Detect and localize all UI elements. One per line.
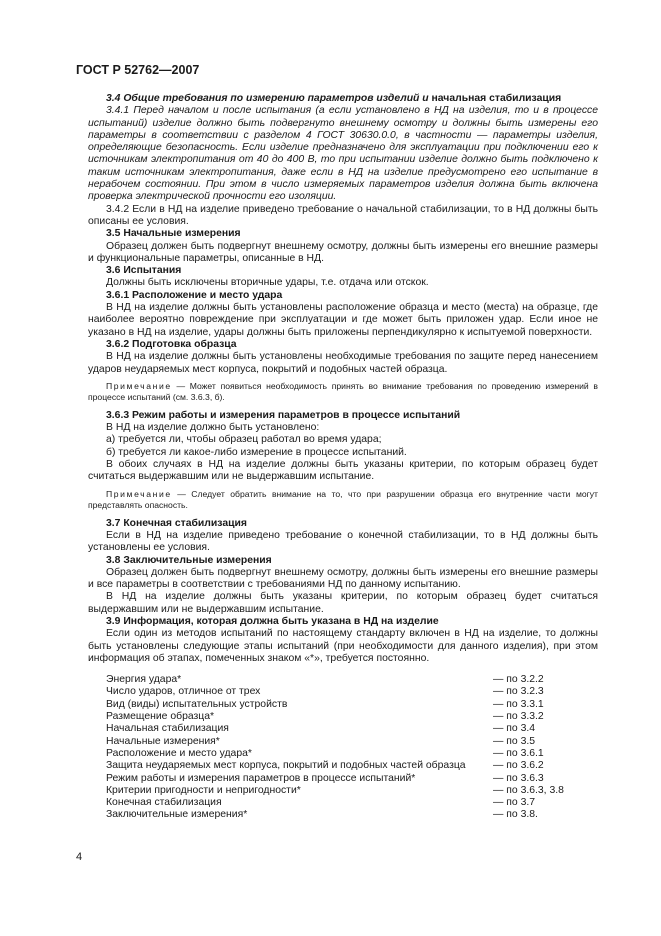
list-item	[106, 748, 598, 760]
stage-ref: — по 3.3.2	[493, 711, 544, 723]
stage-ref: — по 3.2.3	[493, 686, 544, 698]
document-header: ГОСТ Р 52762—2007	[76, 63, 200, 77]
list-item	[106, 686, 598, 698]
stage-label: Начальная стабилизация	[106, 723, 229, 735]
section-3-6-2-title: 3.6.2 Подготовка образца	[106, 338, 237, 350]
section-3-6-3-title: 3.6.3 Режим работы и измерения параметров в процессе испытаний	[106, 409, 461, 421]
stage-label: Расположение и место удара*	[106, 747, 252, 759]
list-item	[106, 711, 598, 723]
paragraph-3-6-3-criteria: В обоих случаях в НД на изделие должны быть указаны критерии, по которым образец будет считаться выдержавшим или не выдержавшим испытание.	[88, 459, 598, 483]
page-number: 4	[76, 851, 83, 863]
paragraph-3-6-1: В НД на изделие должны быть установлены расположение образца и место (места) на образце, где наиболее вероятно повреждение при эксплуатации и где может быть приложен удар. Если иное не указано в НД на изделие, удары должны быть приложены перпендикулярно к испытуемой поверхности.	[88, 302, 598, 338]
stage-ref: — по 3.7	[493, 797, 536, 809]
stage-ref: — по 3.3.1	[493, 698, 544, 710]
stage-label: Конечная стабилизация	[106, 797, 222, 809]
test-stages-list	[88, 674, 598, 822]
stage-ref: — по 3.6.2	[493, 760, 544, 772]
stage-label: Начальные измерения*	[106, 735, 220, 747]
section-3-4-title	[88, 93, 598, 105]
list-item-b: б) требуется ли какое-либо измерение в процессе испытаний.	[106, 446, 407, 458]
section-3-4-title-italic: 3.4 Общие требования по измерению параметров изделий и	[106, 93, 429, 104]
section-3-6-title: 3.6 Испытания	[106, 265, 182, 277]
stage-label: Защита неударяемых мест корпуса, покрытий и подобных частей образца	[106, 760, 466, 772]
paragraph-3-7: Если в НД на изделие приведено требование о конечной стабилизации, то в НД должны быть установлены ее условия.	[88, 529, 598, 554]
document-body	[88, 93, 598, 822]
stage-ref: — по 3.4	[493, 723, 536, 735]
stage-label: Критерии пригодности и непригодности*	[106, 784, 301, 796]
paragraph-3-9: Если один из методов испытаний по настоящему стандарту включен в НД на изделие, то должны быть установлены следующие этапы испытаний (при необходимости для данного изделия), при этом информация об этапах, помеченных знаком «*», требуется постоянно.	[88, 628, 598, 664]
paragraph-3-8-2: В НД на изделие должны быть указаны критерии, по которым образец будет считаться выдержавшим или не выдержавшим испытание.	[88, 591, 598, 615]
note-3-6-3	[88, 489, 598, 512]
list-item-a: а) требуется ли, чтобы образец работал во время удара;	[106, 434, 382, 446]
section-3-9-title: 3.9 Информация, которая должна быть указана в НД на изделие	[106, 615, 439, 627]
note-text: — Может появиться необходимость принять во внимание требования по проведению измерений в процессе испытаний (см. 3.6.3, б).	[88, 380, 598, 403]
list-item	[106, 797, 598, 809]
paragraph-3-6-3: В НД на изделие должно быть установлено:	[106, 422, 320, 434]
stage-label: Вид (виды) испытательных устройств	[106, 698, 288, 710]
stage-label: Энергия удара*	[106, 674, 182, 686]
stage-label: Размещение образца*	[106, 711, 215, 723]
section-3-8-title: 3.8 Заключительные измерения	[106, 554, 272, 566]
stage-label: Режим работы и измерения параметров в процессе испытаний*	[106, 772, 416, 784]
list-item	[106, 736, 598, 748]
list-item	[106, 773, 598, 785]
list-item	[106, 723, 598, 735]
section-3-5-title: 3.5 Начальные измерения	[106, 228, 241, 240]
section-3-4-title-rest: начальная стабилизация	[428, 93, 562, 104]
note-label: Примечание	[106, 488, 172, 499]
stage-label: Заключительные измерения*	[106, 809, 248, 821]
stage-ref: — по 3.5	[493, 735, 536, 747]
list-item	[106, 674, 598, 686]
paragraph-3-4-1: 3.4.1 Перед началом и после испытания (а если установлено в НД на изделия, то и в процессе испытаний) изделие должно быть подвергнуто внешнему осмотру и должны быть измерены его параметры в соответствии с разделом 4 ГОСТ 30630.0.0, в частности — параметры изделия, определяющие безопасность. Если изделие предназначено для эксплуатации при подключении его к источникам электропитания от 40 до 400 В, то при испытании изделие должно быть подключено к таким источникам электропитания, даже если в НД на изделие предусмотрено его испытание в нерабочем состоянии. При этом в число измеряемых параметров изделия должна быть включена проверка электрической прочности его изоляции.	[88, 105, 598, 203]
note-3-6-2	[88, 381, 598, 404]
paragraph-3-4-2: 3.4.2 Если в НД на изделие приведено требование о начальной стабилизации, то в НД должны быть описаны ее условия.	[88, 203, 598, 227]
list-item	[106, 785, 598, 797]
paragraph-3-8-1: Образец должен быть подвергнут внешнему осмотру, должны быть измерены его внешние размеры и все параметры в соответствии с требованиями НД по данному испытанию.	[88, 566, 598, 591]
list-item	[106, 760, 598, 772]
section-3-7-title: 3.7 Конечная стабилизация	[106, 517, 247, 529]
list-item	[106, 699, 598, 711]
stage-ref: — по 3.2.2	[493, 674, 544, 686]
stage-ref: — по 3.6.3	[493, 772, 544, 784]
stage-ref: — по 3.6.1	[493, 747, 544, 759]
section-3-6-1-title: 3.6.1 Расположение и место удара	[106, 289, 283, 301]
paragraph-3-6: Должны быть исключены вторичные удары, т.е. отдача или отскок.	[106, 277, 429, 289]
stage-label: Число ударов, отличное от трех	[106, 686, 261, 698]
stage-ref: — по 3.8.	[493, 809, 538, 821]
note-text: — Следует обратить внимание на то, что при разрушении образца его внутренние части могут представлять опасность.	[88, 488, 598, 511]
list-item	[106, 809, 598, 821]
stage-ref: — по 3.6.3, 3.8	[493, 784, 564, 796]
note-label: Примечание	[106, 380, 172, 391]
paragraph-3-6-2: В НД на изделие должны быть установлены необходимые требования по защите перед нанесением ударов неударяемых мест корпуса, покрытий и подобных частей образца.	[88, 351, 598, 375]
paragraph-3-5: Образец должен быть подвергнут внешнему осмотру, должны быть измерены его внешние размеры и функциональные параметры, описанные в НД.	[88, 240, 598, 264]
